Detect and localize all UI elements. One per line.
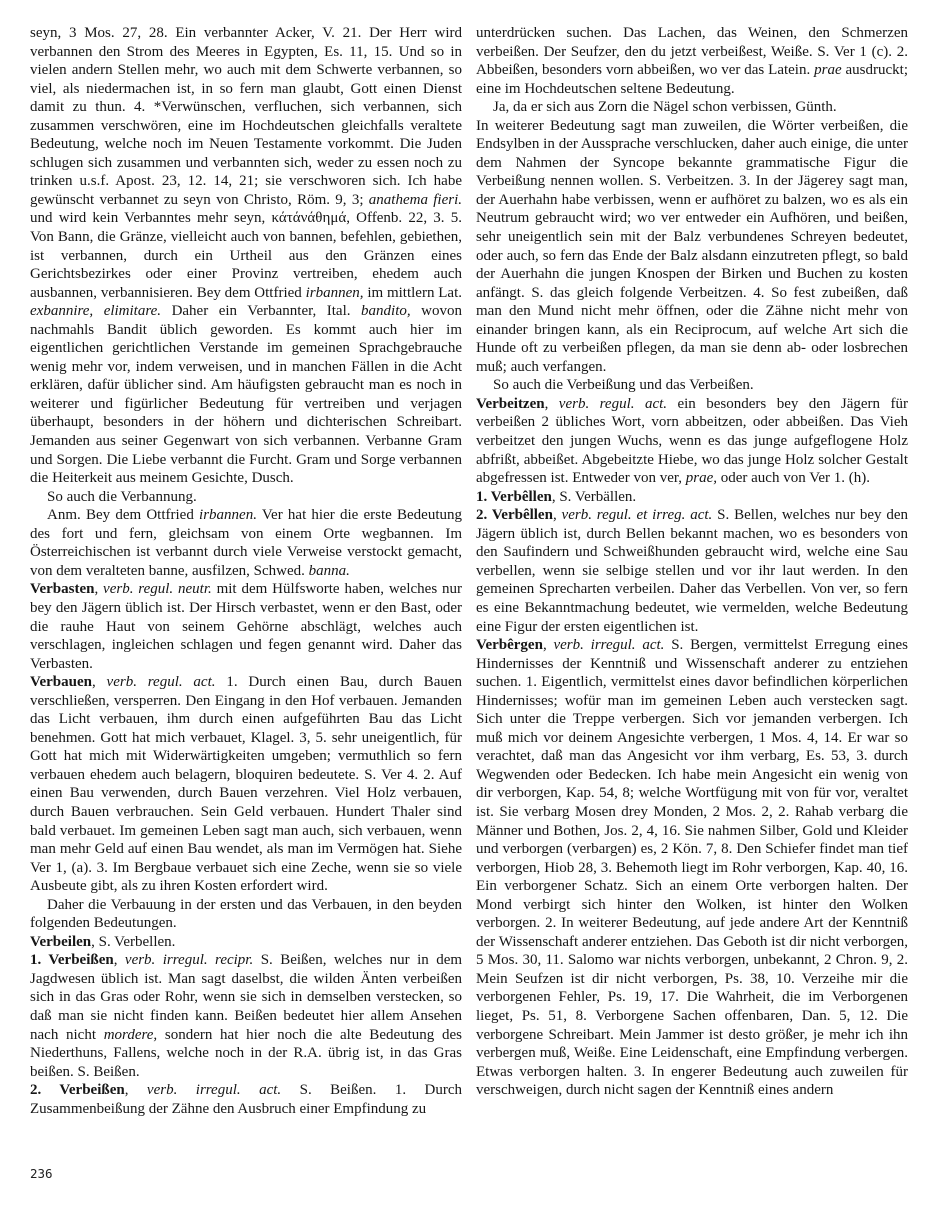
paragraph (30, 506, 462, 580)
text-segment: verb. regul. et irreg. act. (561, 507, 713, 524)
text-segment: exbannire, elimitare. (30, 303, 162, 320)
text-segment: Daher die Verbauung in der ersten und das Verbauen, in den beyden folgenden Bedeutungen. (30, 896, 462, 932)
text-segment: irbannen. (199, 507, 257, 524)
paragraph (476, 395, 908, 488)
paragraph (30, 951, 462, 1081)
paragraph (476, 376, 908, 395)
entry-headword: 2. Verbêllen (476, 507, 553, 524)
text-segment: unterdrücken suchen. Das Lachen, das Weinen, den Schmerzen verbeißen. Der Seufzer, den du jetzt verbeißest, Weiße. S. Ver 1 (c). 2. Abbeißen, besonders vorn abbeißen, wo ver das Latein. (476, 25, 908, 79)
text-segment: , S. Verbällen. (551, 488, 637, 505)
text-segment: S. Bergen, vermittelst Erregung eines Hindernisses der Kenntniß und Wissenschaft anderer zu entziehen suchen. 1. Eigentlich, vermittelst eines davor befindlichen körperlichen Hindernisses; wofür man im gemeinen Leben auch verstecken sagt. Sich unter die Treppe verbergen. Sich vor jemanden verbergen. Ich muß mich vor deinem Angesichte verbergen, 1 Mos. 4, 14. Er war so verachtet, daß man das Angesicht vor ihm verbarg, Es. 53, 3. durch Wegwenden oder Bedecken. Ich habe mein Angesicht ein wenig von dir verborgen, Kap. 54, 8; welche Wortfügung mit von für vor, veraltet ist. Sie verbarg Mosen drey Monden, 2 Mos. 2, 2. Rahab verbarg die Männer und Bothen, Jos. 2, 4, 16. Sie nahmen Silber, Gold und Kleider und verborgen (verbargen) es, 2 Kön. 7, 8. Den Schiefer findet man tief verborgen, Hiob 28, 3. Behemoth liegt im Rohr verborgen, Kap. 40, 16. Ein verborgener Schatz. Sich an einem Orte verborgen halten. Der Mond verbirgt sich hinter den Wolken, ist hinter den Wolken verborgen. 2. In weiterer Bedeutung, auf jede andere Art der Kenntniß der Wissenschaft anderer entziehen. Das Geboth ist dir nicht verborgen, 5 Mos. 30, 11. Salomo war nichts verborgen, unbekannt, 2 Chron. 9, 2. Mein Seufzen ist dir nicht verborgen, Ps. 38, 10. Verzeihe mir die verborgenen Fehler, Ps. 19, 17. Die Wahrheit, die im Verborgenen lieget, Ps. 51, 8. Verborgene Sachen offenbaren, Dan. 5, 12. Die verborgene Schreibart. Mein Jammer ist desto größer, je mehr ich ihn verbergen muß, Weiße. Eine Leidenschaft, eine Empfindung verbergen. Etwas verborgen halten. 3. In engerer Bedeutung auch zuweilen für verschweigen, durch nicht sagen der Kenntniß eines andern (476, 637, 909, 1099)
text-segment: im mittlern Lat. (363, 284, 462, 301)
text-segment: bandito, (361, 303, 411, 320)
entry-headword: 2. Verbeißen (30, 1082, 125, 1099)
text-segment: wovon nachmahls Bandit üblich geworden. Es kommt auch hier im eigentlichen gerichtlichen Verstande im gemeinen Sprachgebrauche wenig mehr vor, indem verweisen, und in manchen Fällen in die Acht erklären, dafür üblicher sind. Am häufigsten gebraucht man es noch in weiterer und figürlicher Bedeutung für vertreiben und verjagen überhaupt, besonders in der höhern und dichterischen Schreibart. Jemanden aus seiner Gegenwart von sich verbannen. Verbanne Gram und Sorgen. Die Liebe verbannt die Furcht. Gram und Sorge verbannen die Heiterkeit aus meinem Gesichte, Dusch. (30, 303, 462, 487)
text-segment: , (552, 507, 562, 524)
text-segment: So auch die Verbannung. (47, 488, 197, 505)
text-segment: anathema fieri. (368, 191, 462, 208)
text-segment: verb. regul. act. (106, 674, 216, 691)
entry-headword: Verbasten (30, 581, 95, 598)
paragraph (30, 1081, 462, 1118)
paragraph (30, 673, 462, 896)
paragraph (30, 24, 462, 488)
entry-headword: Verbeilen (30, 933, 92, 950)
page-content (30, 24, 908, 1118)
text-segment: und wird kein Verbanntes mehr seyn, κάτάνάθημά, Offenb. 22, 3. 5. Von Bann, die Gränze, vielleicht auch von bannen, befehlen, gebiethen, ist verbannen, durch ein Urtheil aus den Gränzen eines Gerichtsbezirkes oder einer Provinz vertreiben, ehedem auch ausbannen, verbannisieren. Bey dem Ottfried (30, 210, 462, 301)
text-segment: verb. irregul. act. (553, 637, 665, 654)
text-segment: , (542, 637, 554, 654)
text-segment: S. Beißen. 1. Durch Zusammenbeißung der Zähne den Ausbruch einer Empfindung zu (30, 1082, 463, 1117)
paragraph (30, 896, 462, 933)
text-segment: mit dem Hülfsworte haben, welches nur bey den Jägern üblich ist. Der Hirsch verbastet, wenn er den Bast, oder die rauhe Haut von seinem Gehörne abschlägt, welches auch verschlagen, ingleichen schlagen und fegen genannt wird. Daher das Verbasten. (30, 581, 462, 672)
text-segment: seyn, 3 Mos. 27, 28. Ein verbannter Acker, V. 21. Der Herr wird verbannen den Strom des Meeres in Egypten, Es. 11, 15. Und so in vielen andern Stellen mehr, wo auch mit dem Schwerte verbannen, so viel, als niedermachen ist, in so fern man glaubt, Gott einen Dienst damit zu thun. 4. *Verwünschen, verfluchen, sich verbannen, sich zusammen verschwören, eine im Hochdeutschen gleichfalls veraltete Bedeutung, welche noch im Neuen Testamente vorkommt. Die Juden schlugen sich zusammen und verbannten sich, weder zu essen noch zu trinken u.s.f. Apost. 23, 12. 14, 21; sie verschworen sich. Ich habe gewünscht verbannet zu seyn von Christo, Röm. 9, 3; (30, 25, 462, 208)
text-segment: S. Beißen, welches nur in dem Jagdwesen üblich ist. Man sagt daselbst, die wilden Änten verbeißen sich in das Gras oder Rohr, wenn sie sich in demselben verstecken, so daß man sie nicht finden kann. Beißen bedeutet hier allem Ansehen nach nicht (30, 952, 463, 1043)
text-segment: banna. (308, 562, 350, 579)
text-segment: , (544, 395, 559, 412)
text-segment: 1. Durch einen Bau, durch Bauen verschließen, versperren. Den Eingang in den Hof verbauen. Jemanden das Licht verbauen, ihm durch einen aufgeführten Bau das Licht benehmen. Gott hat mich verbauet, Klagel. 3, 5. sehr uneigentlich, für Gott hat mich mit Widerwärtigkeiten umgeben; vermuthlich so fern verbauen ehedem auch belagern, bloquiren bedeutete. S. Ver 4. 2. Auf einen Bau verwenden, durch Bauen verzehren. Viel Holz verbauen, durch Bauen verbrauchen. Sein Geld verbauen. Hundert Thaler sind bald verbauet. Im gemeinen Leben sagt man auch, sich verbauen, wenn man mehr Geld auf einen Bau wendet, als man im Vermögen hat. Siehe Ver 1, (a). 3. Im Bergbaue verbauet sich eine Zeche, wenn sie so viele Ausbeute gibt, als zu ihren Kosten erfordert wird. (30, 674, 463, 895)
paragraph (30, 933, 462, 952)
text-segment: S. Bellen, welches nur bey den Jägern üblich ist, durch Bellen bekannt machen, wo es besonders von den Saufindern und Schweißhunden gebraucht wird, welche eine Sau verbellen, wenn sie selbige stellen und vor ihr laut werden. In den gemeinen Sprecharten verbeilen. Daher das Verbellen. Von ver, so fern es eine Bekanntmachung bedeutet, wie vermelden, welche Bedeutung eine Figur der ersten eigentlichen ist. (476, 507, 909, 635)
entry-headword: 1. Verbeißen (30, 952, 114, 969)
paragraph (476, 488, 908, 507)
text-segment: Ja, da er sich aus Zorn die Nägel schon verbissen, Günth. (493, 99, 837, 116)
entry-headword: Verbeitzen (476, 395, 545, 412)
text-segment: , (113, 952, 125, 969)
text-segment: So auch die Verbeißung und das Verbeißen. (493, 377, 754, 394)
column-left (30, 24, 462, 1118)
entry-headword: Verbêrgen (476, 637, 543, 654)
text-segment: mordere, (103, 1026, 158, 1043)
text-segment: prae, (685, 470, 717, 487)
entry-headword: Verbauen (30, 674, 92, 691)
paragraph (476, 98, 908, 117)
text-segment: Ver hat hier die erste Bedeutung des fort und fern, gleichsam von einem Orte wegbannen. Im Österreichischen ist verbannt durch viele Verweise verstockt gemacht, von dem veralteten banne, ausfilzen, Schwed. (30, 507, 462, 579)
text-segment: ausdruckt; eine im Hochdeutschen seltene Bedeutung. (476, 62, 909, 97)
text-segment: oder auch von Ver 1. (h). (717, 470, 871, 487)
text-segment: ein besonders bey den Jägern für verbeißen 2 übliches Wort, vorn abbeitzen, oder abbeißen. Das Vieh verbeitzet den jungen Wuchs, wenn es das junge aufgeflogene Holz abfrißt, abbeißet. Abgebeitzte Hiebe, wo das junge Holz solcher Gestalt abgefressen ist. Entweder von ver, (476, 395, 908, 487)
paragraph (30, 488, 462, 507)
text-segment: , (91, 674, 107, 691)
text-segment: , (94, 581, 104, 598)
text-segment: In weiterer Bedeutung sagt man zuweilen, die Wörter verbeißen, die Endsylben in der Aussprache verschlucken, daher auch einige, die unter dem Nahmen der Syncope bekannte grammatische Figur die Verbeißung nennen wollen. S. Verbeitzen. 3. In der Jägerey sagt man, der Auerhahn habe verbissen, wenn er aufhöret zu balzen, wo es als ein Neutrum gebraucht wird; wo ver entweder ein Aufhören, und beißen, sehr uneigentlich sein mit der Balz verbundenes Schreyen bedeutet, oder auch, so fern das Ende der Balz alsdann einzutreten pflegt, so bald der Auerhahn die jungen Knospen der Birken und Buchen zu kosten anfängt. S. das gleich folgende Verbeitzen. 4. So fest zubeißen, daß man den Mund nicht mehr öffnen, oder die Zähne nicht mehr von einander bringen kann, als ein Reciprocum, auf welche Art sich die Hunde oft zu verbeißen pflegen, da man sie denn ab- oder losbrechen muß; auch verfangen. (476, 117, 908, 375)
paragraph (476, 117, 908, 377)
paragraph (476, 636, 908, 1100)
text-segment: Daher ein Verbannter, Ital. (161, 303, 362, 320)
text-segment: verb. regul. act. (558, 395, 668, 412)
paragraph (30, 580, 462, 673)
column-right (476, 24, 908, 1118)
text-segment: sondern hat hier noch die alte Bedeutung des Niederthuns, Fallens, welche noch in der R.A. übrig ist, in das Gras beißen. S. Beißen. (30, 1026, 462, 1080)
text-segment: Anm. Bey dem Ottfried (47, 507, 200, 524)
entry-headword: 1. Verbêllen (476, 488, 552, 505)
text-segment: irbannen, (305, 284, 364, 301)
paragraph (476, 506, 908, 636)
text-segment: verb. irregul. recipr. (124, 952, 254, 969)
text-segment: verb. irregul. act. (146, 1082, 282, 1099)
text-segment: , S. Verbellen. (91, 933, 176, 950)
paragraph (476, 24, 908, 98)
text-segment: , (124, 1082, 147, 1099)
text-segment: verb. regul. neutr. (103, 581, 212, 598)
page-number: 236 (30, 1166, 53, 1181)
text-segment: prae (814, 62, 842, 79)
